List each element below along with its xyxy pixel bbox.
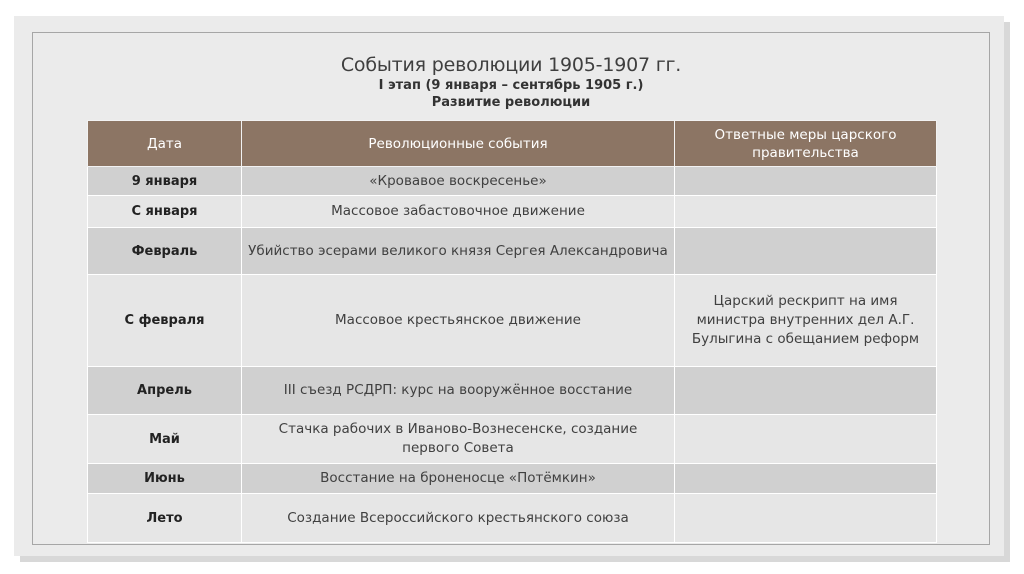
- row-response: [675, 167, 937, 196]
- table-row: [88, 275, 937, 367]
- table-row: [88, 415, 937, 464]
- row-response: [675, 494, 937, 543]
- header-response: Ответные меры царского правительства: [675, 121, 937, 167]
- table-header-row: [88, 121, 937, 167]
- row-date: Лето: [88, 494, 242, 543]
- row-event: III съезд РСДРП: курс на вооружённое восстание: [242, 367, 675, 415]
- row-date: Июнь: [88, 464, 242, 494]
- slide: [14, 16, 1004, 556]
- table-row: [88, 196, 937, 228]
- slide-title: События революции 1905-1907 гг.: [340, 54, 682, 76]
- row-response: [675, 228, 937, 275]
- row-event: «Кровавое воскресенье»: [242, 167, 675, 196]
- table-row: [88, 228, 937, 275]
- row-date: 9 января: [88, 167, 242, 196]
- row-response: [675, 196, 937, 228]
- row-event: Массовое забастовочное движение: [242, 196, 675, 228]
- row-event: Массовое крестьянское движение: [242, 275, 675, 367]
- row-response: Царский рескрипт на имя министра внутренних дел А.Г. Булыгина с обещанием реформ: [675, 275, 937, 367]
- row-event: Стачка рабочих в Иваново-Вознесенске, создание первого Совета: [242, 415, 675, 464]
- row-date: Февраль: [88, 228, 242, 275]
- slide-frame: [32, 32, 990, 545]
- table-row: [88, 494, 937, 543]
- row-event: Убийство эсерами великого князя Сергея Александровича: [242, 228, 675, 275]
- table-row: [88, 367, 937, 415]
- row-response: [675, 415, 937, 464]
- events-table: [87, 120, 937, 543]
- header-events: Революционные события: [242, 121, 675, 167]
- table-row: [88, 464, 937, 494]
- row-event: Восстание на броненосце «Потёмкин»: [242, 464, 675, 494]
- slide-subtitle: I этап (9 января – сентябрь 1905 г.): [378, 78, 644, 93]
- row-response: [675, 464, 937, 494]
- row-date: С января: [88, 196, 242, 228]
- row-date: Апрель: [88, 367, 242, 415]
- row-date: С февраля: [88, 275, 242, 367]
- header-date: Дата: [88, 121, 242, 167]
- row-event: Создание Всероссийского крестьянского союза: [242, 494, 675, 543]
- slide-subtitle-2: Развитие революции: [431, 95, 591, 110]
- row-response: [675, 367, 937, 415]
- row-date: Май: [88, 415, 242, 464]
- table-row: [88, 167, 937, 196]
